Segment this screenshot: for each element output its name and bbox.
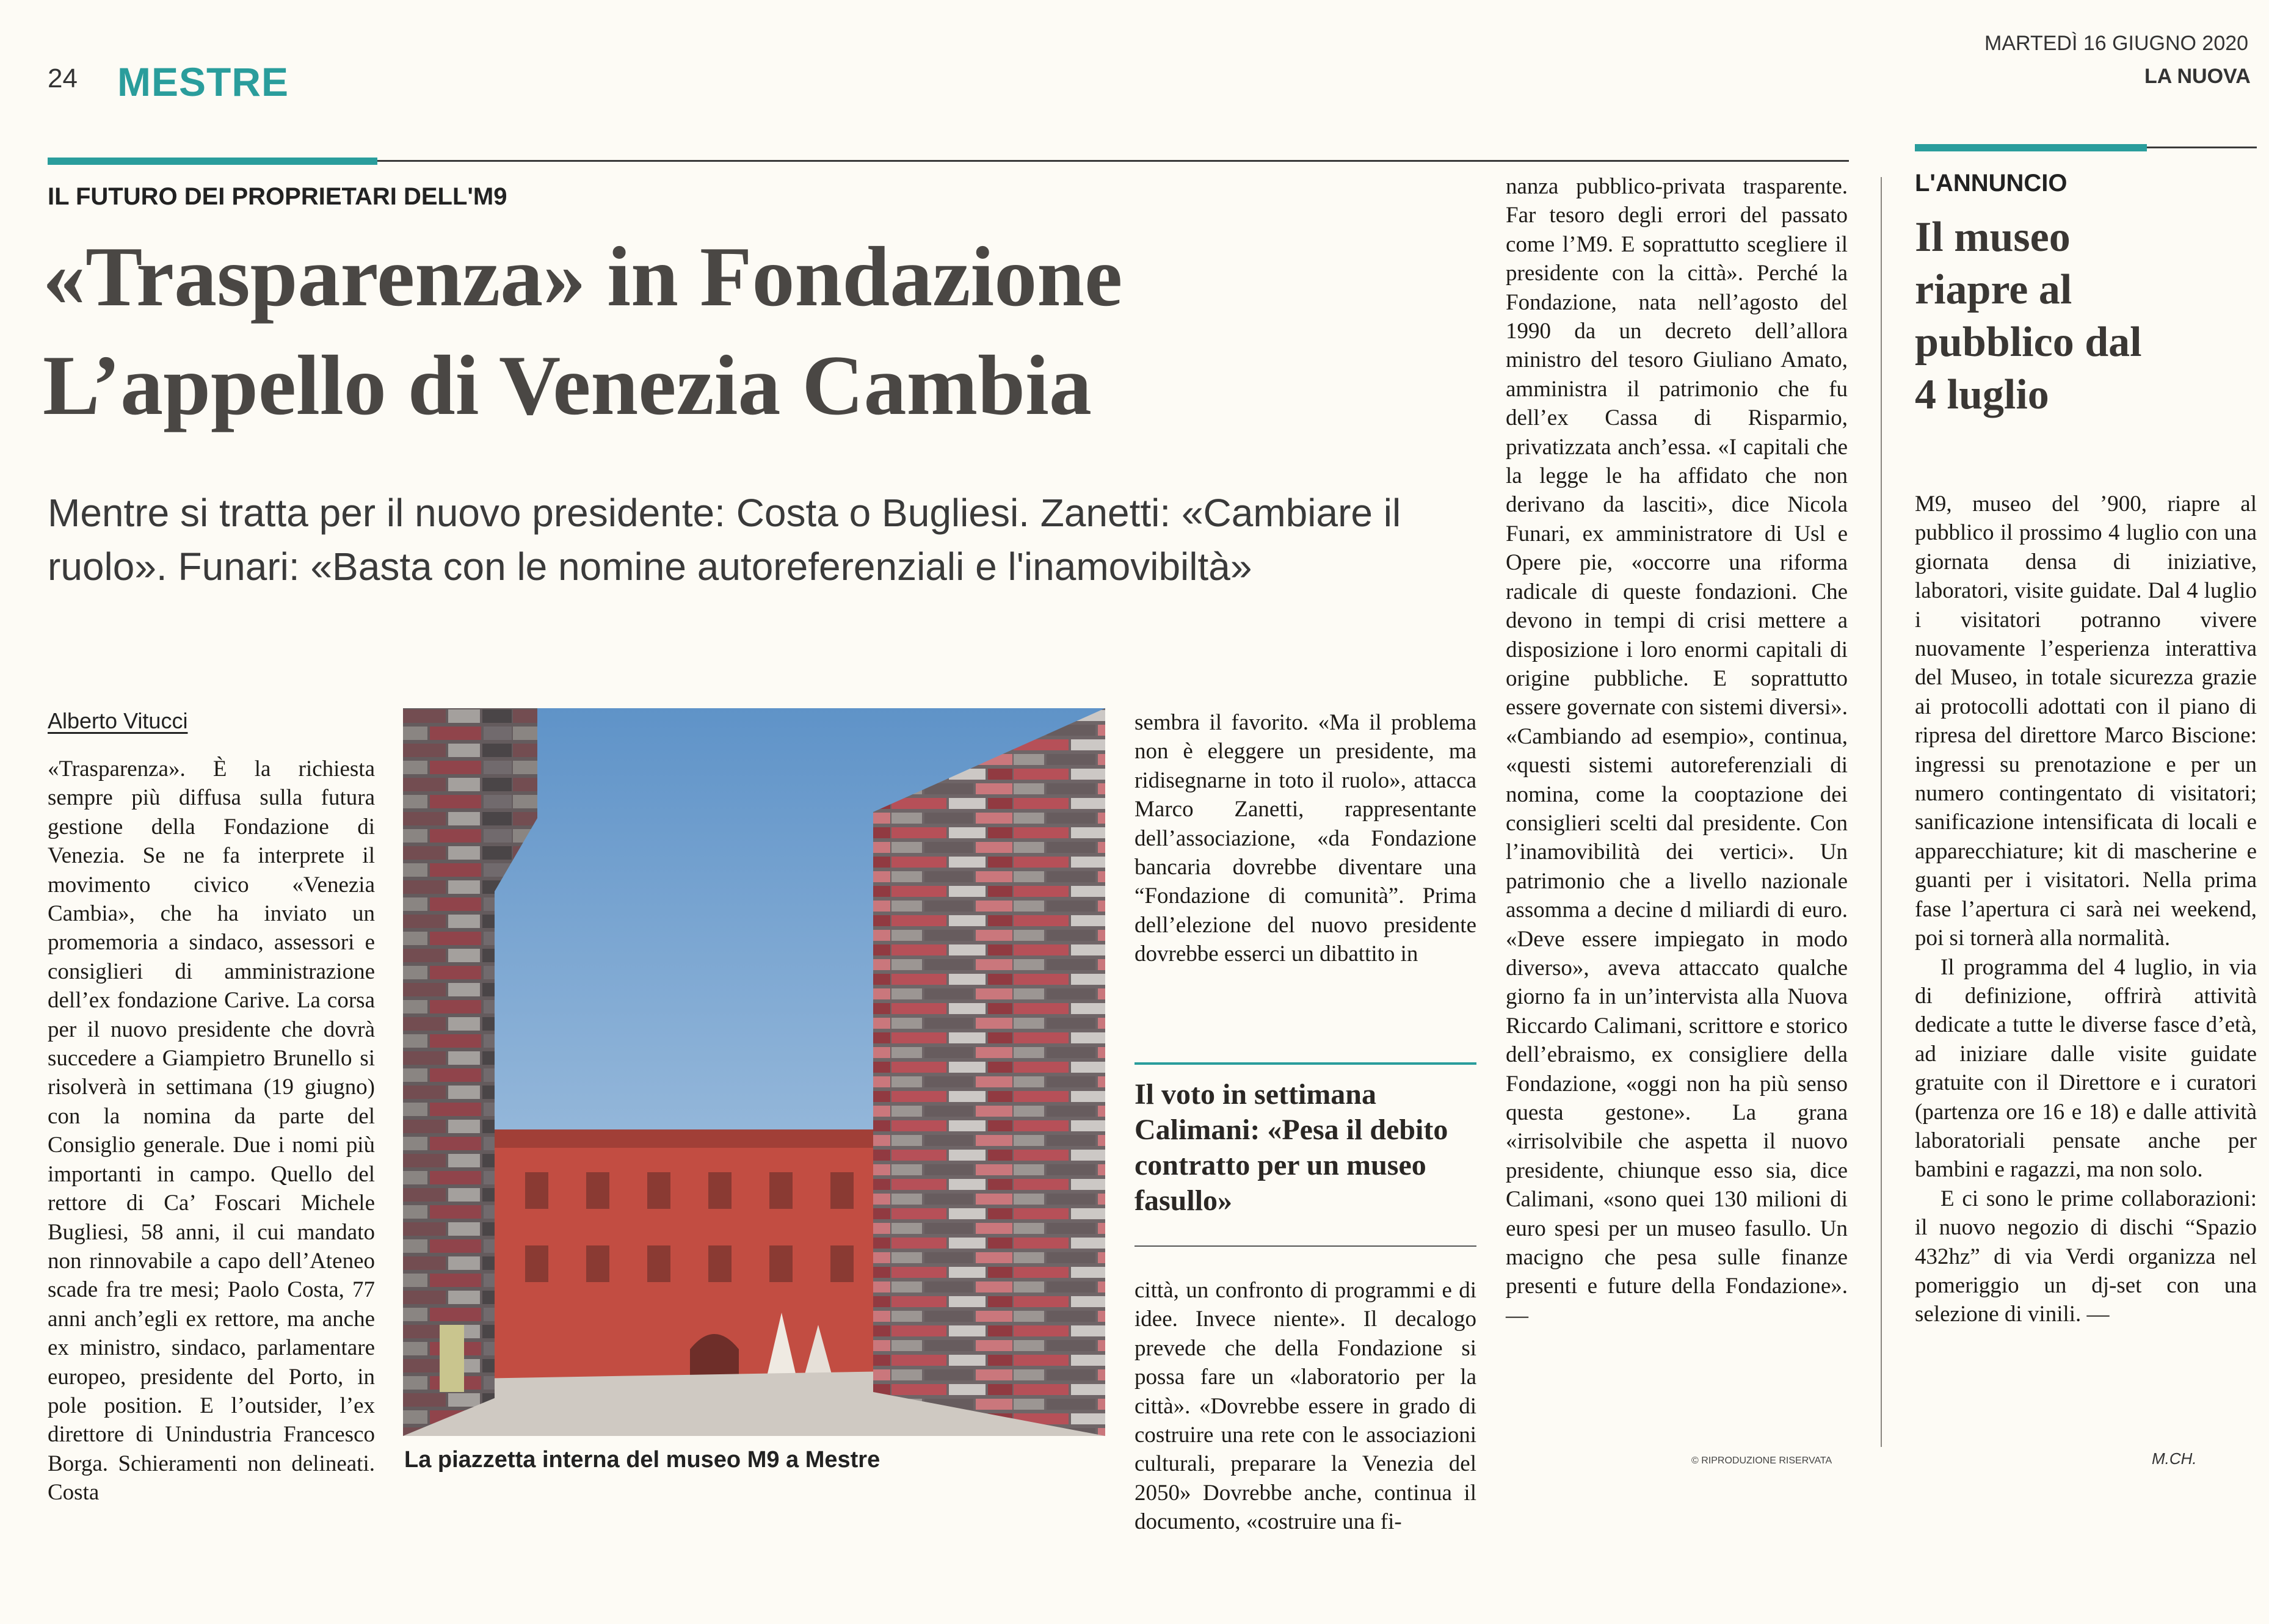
sidebar-paragraph-3: E ci sono le prime collaborazioni: il nuovo negozio di dischi “Spazio 432hz” di via Verdi organizza nel pomeriggio un dj-set con una selezione di vinili. —	[1915, 1186, 2257, 1327]
sidebar-divider	[1881, 177, 1882, 1447]
article-column-1	[48, 755, 375, 1507]
top-divider-main	[377, 160, 1849, 162]
issue-date: MARTEDÌ 16 GIUGNO 2020	[1984, 32, 2249, 55]
article-column-3	[1506, 172, 1848, 1330]
column-1-paragraph: «Trasparenza». È la richiesta sempre più diffusa sulla futura gestione della Fondazione di Venezia. Se ne fa interprete il movimento civico «Venezia Cambia», che ha inviato un promemoria a sindaco, assessori e consiglieri di amministrazione dell’ex fondazione Carive. La corsa per il nuovo presidente che dovrà succedere a Giampietro Brunello si risolverà in settimana (19 giugno) con la nomina da parte del Consiglio generale. Due i nomi più importanti in campo. Quello del rettore di Ca’ Foscari Michele Bugliesi, 58 anni, il cui mandato non rinnovabile a capo dell’Ateneo scade fra tre mesi; Paolo Costa, 77 anni anch’egli ex rettore, ma anche ex ministro, sindaco, parlamentare europeo, presidente del Porto, in pole position. E l’outsider, l’ex direttore di Unindustria Francesco Borga. Schieramenti non delineati. Costa	[48, 756, 375, 1506]
section-name: MESTRE	[117, 59, 289, 104]
column-3-paragraph: nanza pubblico-privata trasparente. Far tesoro degli errori del passato come l’M9. E soprattutto scegliere il presidente con la città». Perché la Fondazione, nata nell’agosto del 1990 da un decreto dell’allora ministro del tesoro Giuliano Amato, amministra il patrimonio che fu dell’ex Cassa di Risparmio, privatizzata anch’essa. «I capitali che la legge le ha affidato che non derivano da lasciti», dice Nicola Funari, ex amministratore di Usl e Opere pie, «occorre una riforma radicale di queste fondazioni. Che devono in tempi di crisi mettere a disposizione i loro enormi capitali di origine pubbliche. E soprattutto essere governate con sistemi diversi». «Cambiando ad esempio», continua, «questi sistemi autoreferenziali di nomina, come la cooptazione dei consiglieri scelti dal presidente. Con l’inamovibilità dei vertici». Un patrimonio che a livello nazionale assomma a decine d miliardi di euro. «Deve essere impiegato in modo diverso», aveva attaccato qualche giorno fa in un’intervista alla Nuova Riccardo Calimani, scrittore e storico dell’ebraismo, ex consigliere della Fondazione, «oggi non ha più senso questa gestone». La grana «irrisolvibile che aspetta il nuovo presidente, chiunque esso sia, dice Calimani, «sono quei 130 milioni di euro spesi per un museo fasullo. Un macigno che pesa sulle finanze presenti e future della Fondazione». —	[1506, 174, 1848, 1328]
headline-line-1: «Trasparenza» in Fondazione	[43, 230, 1123, 324]
column-2-paragraph-bottom: città, un confronto di programmi e di idee. Invece niente». Il decalogo prevede che della Fondazione si possa fare un «laboratorio per la città». «Dovrebbe essere in grado di costruire una rete con le associazioni culturali, preparare la Venezia del 2050» Dovrebbe anche, continua il documento, «costruire una fi-	[1134, 1278, 1476, 1535]
article-column-2-top	[1134, 708, 1476, 969]
sidebar-signature: M.CH.	[2152, 1449, 2197, 1468]
article-photo	[403, 708, 1105, 1436]
top-divider-sidebar	[2147, 147, 2257, 148]
copyright-notice: © RIPRODUZIONE RISERVATA	[1691, 1455, 1832, 1466]
article-kicker: IL FUTURO DEI PROPRIETARI DELL'M9	[48, 183, 507, 210]
byline: Alberto Vitucci	[48, 708, 188, 733]
newspaper-name: LA NUOVA	[2144, 65, 2251, 88]
column-2-paragraph-top: sembra il favorito. «Ma il problema non è eleggere un presidente, ma ridisegnarne in toto il ruolo», attacca Marco Zanetti, rappresentante dell’associazione, «da Fondazione bancaria dovrebbe diventare una “Fondazione di comunità”. Prima dell’elezione del nuovo presidente dovrebbe esserci un dibattito in	[1134, 710, 1476, 967]
pull-quote-rule-bottom	[1134, 1245, 1476, 1247]
photo-caption: La piazzetta interna del museo M9 a Mestre	[404, 1447, 880, 1473]
sidebar-kicker: L'ANNUNCIO	[1915, 170, 2068, 197]
section-rule-main	[48, 158, 377, 165]
article-column-2-bottom	[1134, 1276, 1476, 1537]
article-subhead: Mentre si tratta per il nuovo presidente: Costa o Bugliesi. Zanetti: «Cambiare il ruolo». Funari: «Basta con le nomine autoreferenziali e l'inamovibiltà»	[48, 491, 1401, 589]
pull-quote: Il voto in settimana Calimani: «Pesa il debito contratto per un museo fasullo»	[1134, 1078, 1448, 1217]
page-number: 24	[48, 63, 78, 93]
sidebar-paragraph-2: Il programma del 4 luglio, in via di definizione, offrirà attività dedicate a tutte le diverse fasce d’età, ad iniziare dalle visite guidate gratuite con il Direttore e i curatori (partenza ore 16 e 18) e dalle attività laboratoriali pensate anche per bambini e ragazzi, ma non solo.	[1915, 954, 2257, 1183]
headline-line-2: L’appello di Venezia Cambia	[43, 338, 1092, 433]
sidebar-headline: Il museo riapre al pubblico dal 4 luglio	[1915, 214, 2142, 418]
sidebar-text	[1915, 490, 2257, 1329]
museum-courtyard-image	[403, 708, 1105, 1436]
sidebar-paragraph-1: M9, museo del ’900, riapre al pubblico il prossimo 4 luglio con una giornata densa di iniziative, laboratori, visite guidate. Dal 4 luglio i visitatori potranno vivere nuovamente l’esperienza interattiva del Museo, in totale sicurezza grazie ai protocolli adottati con il piano di ripresa del direttore Marco Biscione: ingressi su prenotazione e per un numero contingentato di visitatori; sanificazione intensificata di locali e apparecchiature; kit di mascherine e guanti per i visitatori. Nella prima fase l’apertura ci sarà nei weekend, poi si tornerà alla normalità.	[1915, 491, 2257, 951]
pull-quote-rule	[1134, 1062, 1476, 1065]
section-rule-sidebar	[1915, 144, 2147, 151]
